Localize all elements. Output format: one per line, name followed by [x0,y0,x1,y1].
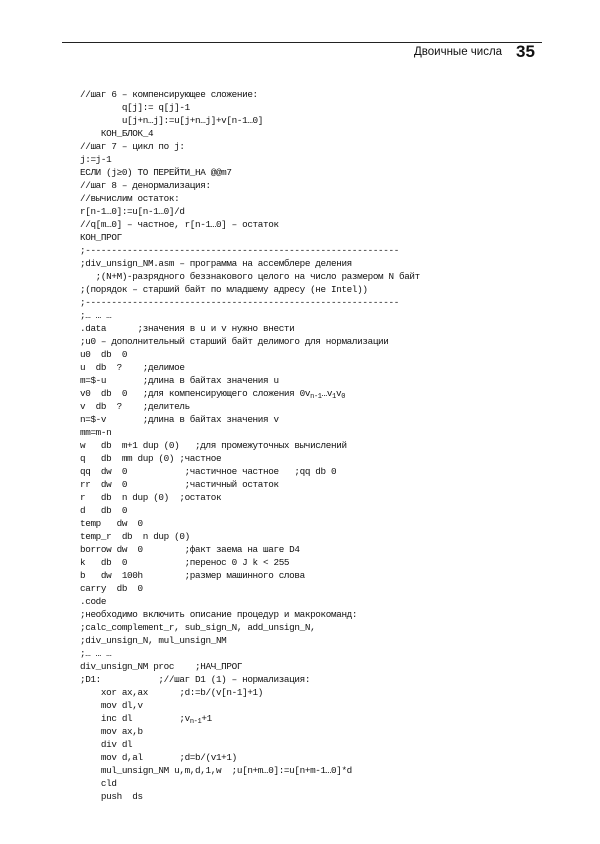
code-text: ;------------------------------------------------------------ [80,297,399,308]
code-line [80,244,540,257]
code-text: ;… … … [80,310,112,321]
code-line [80,374,540,387]
code-line [80,387,540,400]
code-line [80,569,540,582]
code-text: b dw 100h ;размер машинного слова [80,570,305,581]
code-line [80,478,540,491]
code-line [80,686,540,699]
code-line [80,218,540,231]
code-line [80,439,540,452]
code-text: …v [321,388,333,399]
header-rule [62,42,542,43]
code-line [80,621,540,634]
code-text: carry db 0 [80,583,143,594]
code-text: //шаг 7 – цикл по j: [80,141,185,152]
code-text: ;u0 – дополнительный старший байт делимого для нормализации [80,336,389,347]
code-line [80,556,540,569]
code-text: u[j+n…j]:=u[j+n…j]+v[n-1…0] [80,115,264,126]
code-line [80,751,540,764]
code-line [80,712,540,725]
code-text: ;необходимо включить описание процедур и макрокоманд: [80,609,358,620]
code-text: q db mm dup (0) ;частное [80,453,222,464]
code-text: ;D1: ;//шаг D1 (1) – нормализация: [80,674,311,685]
code-text: rr dw 0 ;частичный остаток [80,479,279,490]
code-line [80,335,540,348]
code-line [80,426,540,439]
code-text: ;div_unsign_NM.asm – программа на ассемблере деления [80,258,352,269]
code-text: ЕСЛИ (j≥0) ТО ПЕРЕЙТИ_НА @@m7 [80,167,232,178]
code-line [80,400,540,413]
code-text: v [335,388,342,399]
code-line [80,192,540,205]
code-text: inc dl ;v [80,713,190,724]
code-line [80,634,540,647]
chapter-title: Двоичные числа [414,46,503,58]
code-line [80,257,540,270]
code-text: u db ? ;делимое [80,362,185,373]
code-text: k db 0 ;перенос 0 J k < 255 [80,557,290,568]
code-text: mov ax,b [80,726,143,737]
code-text: //q[m…0] – частное, r[n-1…0] – остаток [80,219,279,230]
code-line [80,153,540,166]
code-text: q[j]:= q[j]-1 [80,102,190,113]
code-line [80,231,540,244]
code-line [80,452,540,465]
code-line [80,348,540,361]
code-line [80,270,540,283]
code-line [80,517,540,530]
code-line [80,543,540,556]
code-text: v0 db 0 ;для компенсирующего сложения 0v [80,388,311,399]
code-text: j:=j-1 [80,154,112,165]
code-line [80,296,540,309]
code-text: r[n-1…0]:=u[n-1…0]/d [80,206,185,217]
code-line [80,790,540,803]
code-text: div_unsign_NM proc ;НАЧ_ПРОГ [80,661,243,672]
code-text: //шаг 6 – компенсирующее сложение: [80,89,258,100]
code-text: r db n dup (0) ;остаток [80,492,222,503]
code-text: КОН_БЛОК_4 [80,128,154,139]
code-line [80,361,540,374]
code-text: d db 0 [80,505,128,516]
code-line [80,582,540,595]
code-line [80,322,540,335]
code-line [80,465,540,478]
code-line [80,777,540,790]
code-text: v db ? ;делитель [80,401,190,412]
code-text: ;calc_complement_r, sub_sign_N, add_unsign_N, [80,622,316,633]
code-subscript: 1 [332,393,336,401]
code-text: ;div_unsign_N, mul_unsign_NM [80,635,227,646]
code-subscript: 0 [341,393,346,401]
code-subscript: n-1 [310,393,322,401]
code-line [80,101,540,114]
code-text: qq dw 0 ;частичное частное ;qq db 0 [80,466,337,477]
code-line [80,166,540,179]
code-line [80,660,540,673]
code-line [80,283,540,296]
code-text: xor ax,ax ;d:=b/(v[n-1]+1) [80,687,264,698]
code-text: borrow dw 0 ;факт заема на шаге D4 [80,544,300,555]
code-text: КОН_ПРОГ [80,232,122,243]
code-text: ;------------------------------------------------------------ [80,245,399,256]
code-line [80,738,540,751]
code-text: w db m+1 dup (0) ;для промежуточных вычислений [80,440,347,451]
code-subscript: n-1 [189,718,202,726]
code-text: cld [80,778,117,789]
code-line [80,699,540,712]
code-line [80,179,540,192]
code-line [80,413,540,426]
code-text: temp_r db n dup (0) [80,531,190,542]
code-listing [80,88,540,803]
code-text: mov dl,v [80,700,143,711]
code-text: temp dw 0 [80,518,143,529]
code-line [80,673,540,686]
code-text: mov d,al ;d=b/(v1+1) [80,752,237,763]
code-line [80,114,540,127]
code-text: mm=m-n [80,427,112,438]
code-line [80,504,540,517]
code-text: ;(N+M)-разрядного беззнакового целого на число размером N байт [80,271,420,282]
code-line [80,595,540,608]
code-text: div dl [80,739,133,750]
code-text: +1 [201,713,212,724]
code-text: push ds [80,791,143,802]
code-text: //шаг 8 – денормализация: [80,180,211,191]
code-text: .data ;значения в u и v нужно внести [80,323,295,334]
code-text: .code [80,596,107,607]
code-text: ;… … … [80,648,112,659]
code-line [80,127,540,140]
code-line [80,647,540,660]
code-text: n=$-v ;длина в байтах значения v [80,414,279,425]
code-text: mul_unsign_NM u,m,d,1,w ;u[n+m…0]:=u[n+m-1…0]*d [80,765,352,776]
code-line [80,88,540,101]
code-line [80,491,540,504]
code-text: //вычислим остаток: [80,193,180,204]
code-text: m=$-u ;длина в байтах значения u [80,375,279,386]
page-number: 35 [516,42,535,61]
code-line [80,205,540,218]
code-line [80,530,540,543]
code-text: ;(порядок – старший байт по младшему адресу (не Intel)) [80,284,368,295]
code-line [80,309,540,322]
code-line [80,608,540,621]
code-text: u0 db 0 [80,349,128,360]
code-line [80,140,540,153]
code-line [80,764,540,777]
code-line [80,725,540,738]
